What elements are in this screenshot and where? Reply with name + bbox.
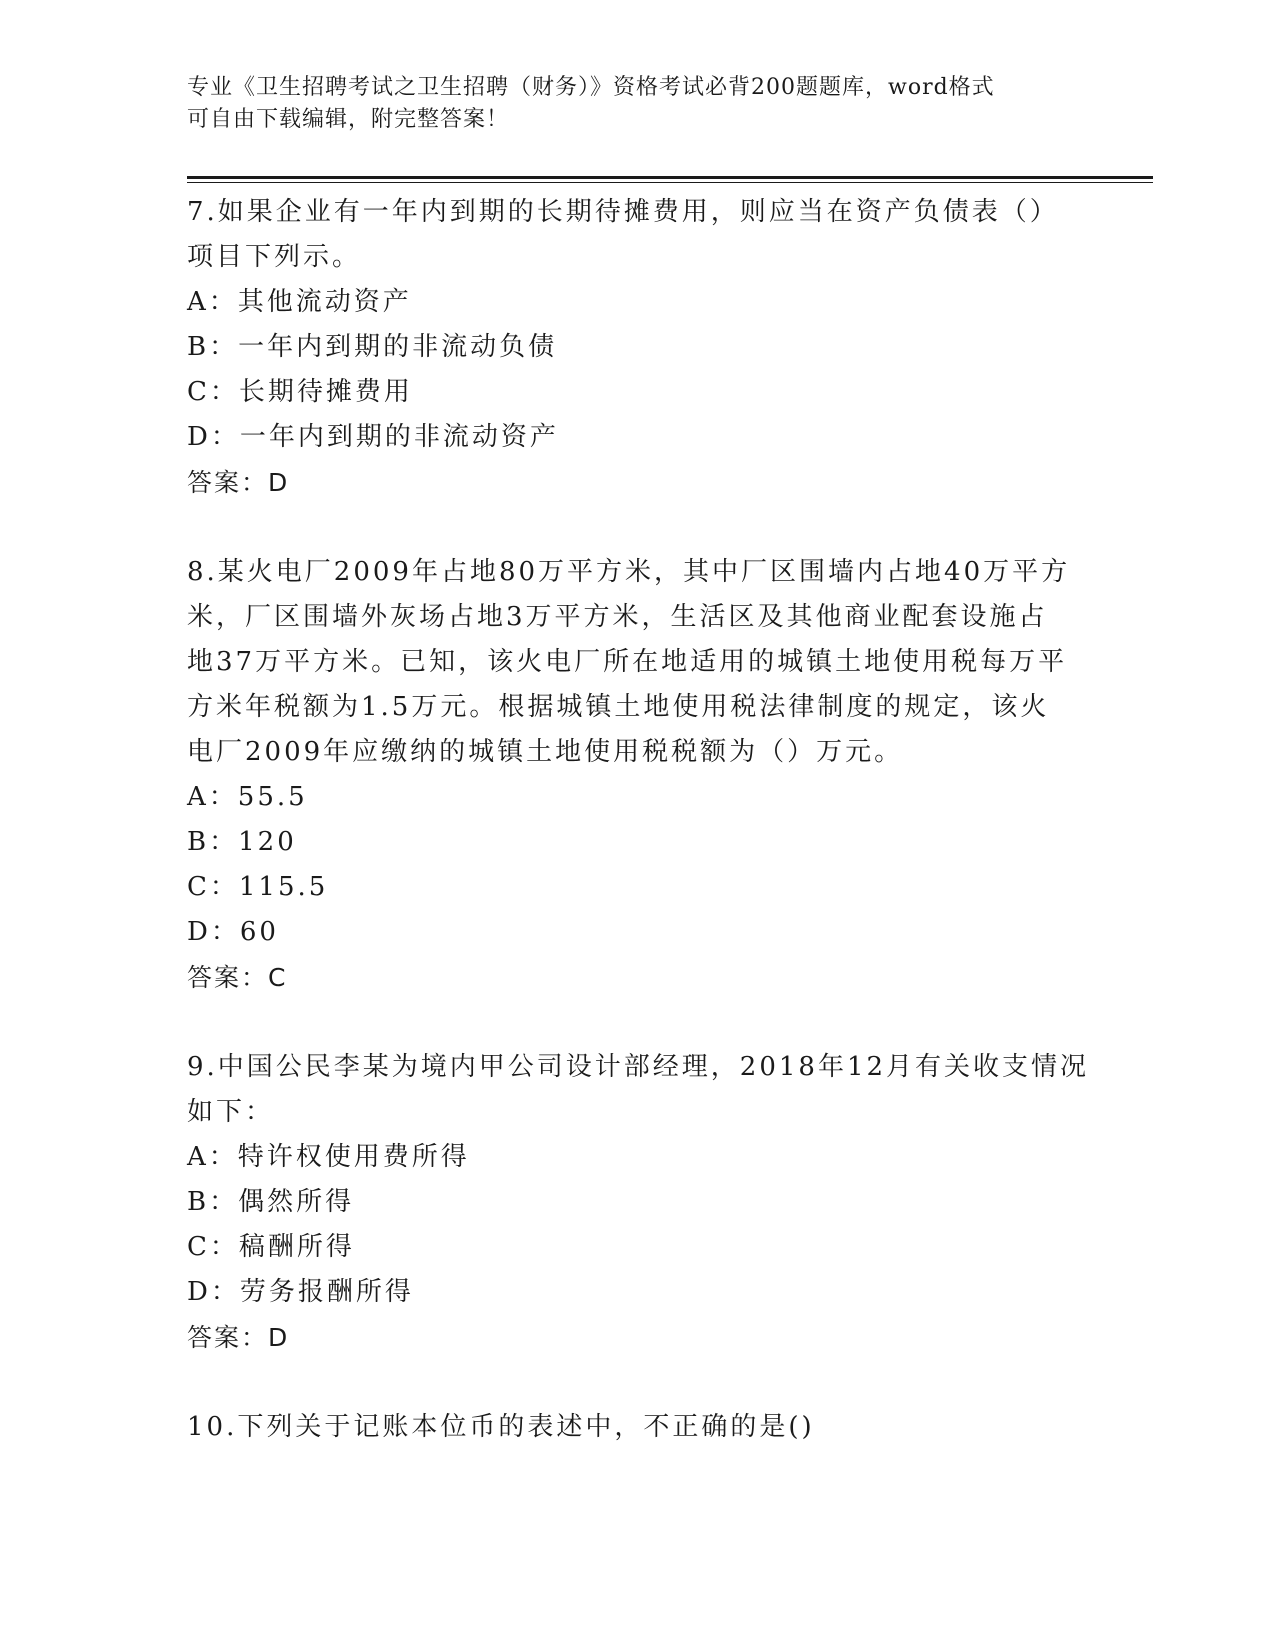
answer-line: 答案：D xyxy=(187,1323,290,1352)
answer-line: 答案：D xyxy=(187,468,290,497)
answer-line: 答案：C xyxy=(187,963,288,992)
option-a: A：55.5 xyxy=(187,782,308,812)
question-text: 7.如果企业有一年内到期的长期待摊费用，则应当在资产负债表（） xyxy=(187,197,1059,227)
question-text: 如下： xyxy=(187,1097,275,1127)
spacer xyxy=(187,505,1107,550)
question-text: 电厂2009年应缴纳的城镇土地使用税税额为（）万元。 xyxy=(187,737,904,767)
document-header xyxy=(187,72,1087,136)
question-text: 米，厂区围墙外灰场占地3万平方米，生活区及其他商业配套设施占 xyxy=(187,602,1048,632)
header-divider-thin xyxy=(187,182,1153,183)
question-list xyxy=(187,190,1107,1450)
option-d: D：一年内到期的非流动资产 xyxy=(187,422,559,452)
option-b: B：偶然所得 xyxy=(187,1187,355,1217)
option-d: D：60 xyxy=(187,917,279,947)
question-9 xyxy=(187,1045,1107,1360)
question-text: 地37万平方米。已知，该火电厂所在地适用的城镇土地使用税每万平 xyxy=(187,647,1068,677)
spacer xyxy=(187,1360,1107,1405)
question-7 xyxy=(187,190,1107,505)
option-b: B：120 xyxy=(187,827,297,857)
question-10 xyxy=(187,1405,1107,1450)
question-text: 方米年税额为1.5万元。根据城镇土地使用税法律制度的规定，该火 xyxy=(187,692,1050,722)
option-d: D：劳务报酬所得 xyxy=(187,1277,414,1307)
question-text: 9.中国公民李某为境内甲公司设计部经理，2018年12月有关收支情况 xyxy=(187,1052,1090,1082)
header-line: 专业《卫生招聘考试之卫生招聘（财务）》资格考试必背200题题库，word格式 xyxy=(187,75,995,100)
option-c: C：115.5 xyxy=(187,872,329,902)
option-b: B：一年内到期的非流动负债 xyxy=(187,332,558,362)
option-c: C：稿酬所得 xyxy=(187,1232,355,1262)
question-text: 8.某火电厂2009年占地80万平方米，其中厂区围墙内占地40万平方 xyxy=(187,557,1071,587)
option-c: C：长期待摊费用 xyxy=(187,377,413,407)
header-line: 可自由下载编辑，附完整答案！ xyxy=(187,107,510,132)
option-a: A：其他流动资产 xyxy=(187,287,412,317)
option-a: A：特许权使用费所得 xyxy=(187,1142,470,1172)
header-divider-thick xyxy=(187,176,1153,179)
question-text: 10.下列关于记账本位币的表述中，不正确的是() xyxy=(187,1412,815,1442)
question-8 xyxy=(187,550,1107,1000)
spacer xyxy=(187,1000,1107,1045)
question-text: 项目下列示。 xyxy=(187,242,362,272)
